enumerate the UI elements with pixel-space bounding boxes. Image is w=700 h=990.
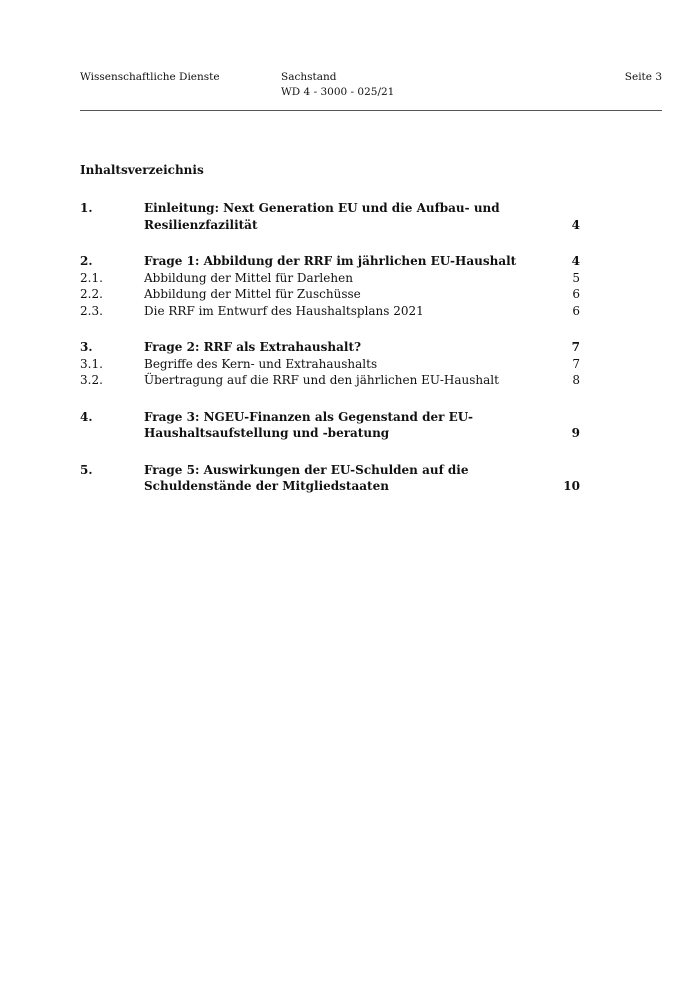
toc-entry-title-line: Übertragung auf die RRF und den jährlichen EU-Haushalt (144, 373, 499, 387)
toc-entry-title (144, 253, 540, 270)
toc-title: Inhaltsverzeichnis (80, 163, 204, 177)
table-of-contents (80, 200, 580, 495)
toc-entry-title (144, 372, 540, 389)
toc-entry-page: 5 (572, 270, 580, 285)
toc-spacer (80, 389, 580, 409)
toc-entry-page: 4 (571, 217, 580, 232)
toc-entry-number: 2. (80, 254, 93, 268)
toc-entry-title (144, 462, 540, 495)
toc-entry-number: 3.2. (80, 373, 103, 387)
toc-entry[interactable] (80, 409, 580, 442)
toc-entry-page: 6 (572, 303, 580, 318)
toc-entry-title-line: Die RRF im Entwurf des Haushaltsplans 2021 (144, 303, 424, 318)
toc-entry-title-line: Haushaltsaufstellung und -beratung (144, 426, 390, 440)
toc-entry-title (144, 200, 540, 233)
toc-entry-title-line: Resilienzfazilität (144, 217, 258, 232)
header-doc-number: WD 4 - 3000 - 025/21 (281, 86, 395, 98)
toc-entry-number: 5. (80, 462, 93, 477)
toc-entry-page: 7 (572, 356, 580, 371)
toc-entry-title-line: Abbildung der Mittel für Zuschüsse (144, 287, 361, 301)
toc-entry[interactable] (80, 200, 580, 233)
toc-entry[interactable] (80, 286, 580, 303)
header-page-label: Seite 3 (624, 71, 662, 83)
toc-entry-number: 1. (80, 201, 93, 215)
toc-entry-number: 4. (80, 409, 93, 424)
toc-entry-title-line: Schuldenstände der Mitgliedstaaten (144, 479, 389, 493)
toc-entry-page: 4 (571, 254, 580, 268)
toc-entry-number: 2.3. (80, 303, 103, 318)
toc-entry-page: 6 (572, 287, 580, 301)
toc-entry-title-line: Frage 1: Abbildung der RRF im jährlichen EU-Haushalt (144, 254, 517, 268)
header-organization: Wissenschaftliche Dienste (80, 71, 220, 83)
header-document-info (281, 70, 394, 100)
toc-entry-title-line: Abbildung der Mittel für Darlehen (144, 270, 353, 285)
toc-entry-title (144, 356, 540, 373)
toc-entry[interactable] (80, 372, 580, 389)
toc-entry-number: 2.1. (80, 270, 103, 285)
toc-entry-title-line: Frage 3: NGEU-Finanzen als Gegenstand der EU- (144, 409, 473, 424)
toc-entry[interactable] (80, 253, 580, 270)
header-divider (80, 110, 662, 111)
toc-entry-number: 2.2. (80, 287, 103, 301)
toc-entry-title (144, 303, 540, 320)
toc-entry-page: 8 (572, 373, 580, 387)
toc-entry-title (144, 270, 540, 287)
toc-entry-title (144, 339, 540, 356)
toc-entry-number: 3.1. (80, 356, 103, 371)
toc-entry-page: 9 (571, 426, 580, 440)
toc-entry-number: 3. (80, 340, 93, 354)
toc-entry[interactable] (80, 270, 580, 287)
toc-entry[interactable] (80, 462, 580, 495)
toc-spacer (80, 442, 580, 462)
toc-entry-page: 10 (563, 479, 580, 493)
toc-entry[interactable] (80, 356, 580, 373)
toc-entry-page: 7 (571, 340, 580, 354)
toc-entry-title-line: Frage 2: RRF als Extrahaushalt? (144, 340, 362, 354)
toc-entry-title (144, 286, 540, 303)
toc-entry-title-line: Begriffe des Kern- und Extrahaushalts (144, 356, 378, 371)
page-header (80, 70, 662, 106)
header-doc-type: Sachstand (281, 71, 337, 83)
toc-entry-title (144, 409, 540, 442)
toc-spacer (80, 319, 580, 339)
toc-entry[interactable] (80, 339, 580, 356)
toc-entry-title-line: Frage 5: Auswirkungen der EU-Schulden auf die (144, 462, 469, 477)
toc-spacer (80, 233, 580, 253)
toc-entry[interactable] (80, 303, 580, 320)
toc-entry-title-line: Einleitung: Next Generation EU und die Aufbau- und (144, 201, 500, 215)
